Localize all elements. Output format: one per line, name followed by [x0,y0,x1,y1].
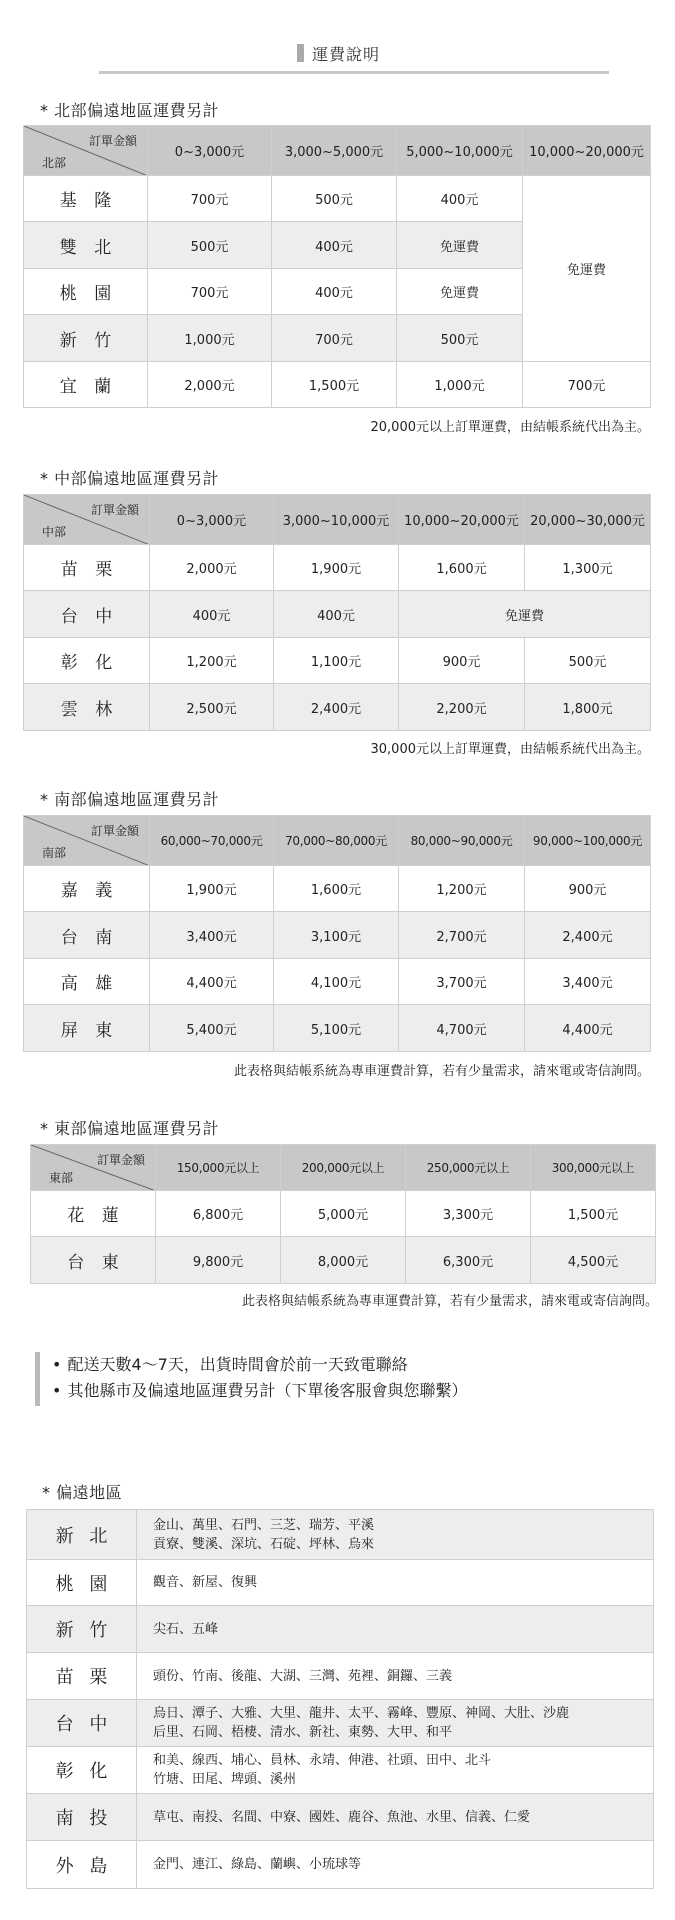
east-col-header: 150,000元以上 [156,1145,281,1191]
remote-areas [137,1794,654,1841]
east-col-header: 300,000元以上 [531,1145,656,1191]
bullet-icon: • [52,1355,62,1374]
remote-county: 桃 園 [27,1560,137,1606]
fee-cell: 500元 [525,638,651,684]
remote-areas-line: 烏日、潭子、大雅、大里、龍井、太平、霧峰、豐原、神岡、大肚、沙鹿 [153,1706,570,1721]
fee-cell: 700元 [523,362,651,408]
remote-areas-line: 尖石、五峰 [153,1621,219,1637]
fee-cell: 400元 [397,176,523,222]
south-col-header: 80,000~90,000元 [399,816,525,866]
fee-cell: 4,500元 [531,1237,656,1284]
fee-cell: 3,700元 [399,959,525,1005]
remote-areas-line: 貢寮、雙溪、深坑、石碇、坪林、烏來 [153,1536,375,1552]
remote-areas-line: 草屯、南投、名間、中寮、國姓、鹿谷、魚池、水里、信義、仁愛 [153,1809,531,1825]
central-city: 苗 栗 [24,545,150,591]
remote-areas-line: 竹塘、田尾、埤頭、溪州 [153,1772,297,1787]
fee-cell: 700元 [148,269,272,315]
remote-areas-line: 和美、線西、埔心、員林、永靖、伸港、社頭、田中、北斗 [153,1753,492,1768]
fee-cell: 5,400元 [150,1005,274,1052]
central-col-header: 0~3,000元 [150,495,274,545]
east-note: 此表格與結帳系統為專車運費計算，若有少量需求，請來電或寄信詢問。 [241,1294,658,1309]
remote-areas [137,1747,654,1794]
remote-county: 外 島 [27,1841,137,1889]
central-city: 雲 林 [24,684,150,731]
north-section-title: * 北部偏遠地區運費另計 [40,101,220,120]
remote-areas-line: 觀音、新屋、復興 [153,1575,258,1590]
south-fee-table [23,815,651,1052]
central-col-header: 20,000~30,000元 [525,495,651,545]
central-section-title: * 中部偏遠地區運費另計 [40,469,220,488]
corner-region: 北部 [42,156,67,170]
corner-region: 東部 [49,1171,74,1185]
remote-areas [137,1653,654,1700]
central-fee-table [23,494,651,731]
central-note: 30,000元以上訂單運費，由結帳系統代出為主。 [370,742,650,757]
south-city: 台 南 [24,912,150,959]
note-item [52,1378,535,1404]
fee-cell: 400元 [150,591,274,638]
central-col-header: 10,000~20,000元 [399,495,525,545]
fee-cell: 400元 [272,222,397,269]
north-city: 新 竹 [24,315,148,362]
remote-areas [137,1700,654,1747]
remote-areas [137,1841,654,1889]
corner-order-amount: 訂單金額 [90,824,139,838]
fee-cell: 700元 [148,176,272,222]
fee-cell: 1,300元 [525,545,651,591]
page-title: 運費說明 [312,44,381,64]
fee-cell: 6,800元 [156,1191,281,1237]
fee-cell: 1,200元 [150,638,274,684]
remote-areas-line: 金山、萬里、石門、三芝、瑞芳、平溪 [153,1517,375,1533]
corner-order-amount: 訂單金額 [96,1153,145,1167]
north-city: 桃 園 [24,269,148,315]
east-fee-table [30,1144,656,1284]
fee-cell: 9,800元 [156,1237,281,1284]
fee-cell: 1,000元 [148,315,272,362]
remote-county: 南 投 [27,1794,137,1841]
note-item [52,1352,535,1378]
fee-cell: 8,000元 [281,1237,406,1284]
north-col-header: 10,000~20,000元 [523,126,651,176]
fee-cell: 2,500元 [150,684,274,731]
fee-cell: 1,500元 [272,362,397,408]
south-corner-header [24,816,150,866]
fee-cell: 1,200元 [399,866,525,912]
fee-cell: 5,100元 [274,1005,399,1052]
fee-cell: 500元 [272,176,397,222]
fee-cell: 免運費 [397,269,523,315]
east-city: 花 蓮 [31,1191,156,1237]
north-corner-header [24,126,148,176]
fee-cell: 免運費 [397,222,523,269]
remote-county: 新 北 [27,1510,137,1560]
east-section-title: * 東部偏遠地區運費另計 [40,1119,220,1138]
fee-cell: 500元 [148,222,272,269]
south-section-title: * 南部偏遠地區運費另計 [40,790,220,809]
south-col-header: 60,000~70,000元 [150,816,274,866]
bullet-icon: • [52,1381,62,1400]
south-city: 屏 東 [24,1005,150,1052]
remote-section-title: * 偏遠地區 [42,1483,123,1502]
south-city: 嘉 義 [24,866,150,912]
fee-cell: 3,100元 [274,912,399,959]
remote-county: 新 竹 [27,1606,137,1653]
fee-cell: 1,500元 [531,1191,656,1237]
central-free-shipping-merged: 免運費 [399,591,651,638]
remote-county: 台 中 [27,1700,137,1747]
north-city: 基 隆 [24,176,148,222]
remote-county: 彰 化 [27,1747,137,1794]
fee-cell: 4,700元 [399,1005,525,1052]
south-city: 高 雄 [24,959,150,1005]
north-free-shipping-merged: 免運費 [523,176,651,362]
remote-county: 苗 栗 [27,1653,137,1700]
remote-areas-line: 后里、石岡、梧棲、清水、新社、東勢、大甲、和平 [153,1725,453,1740]
north-city: 雙 北 [24,222,148,269]
note-text: 配送天數4～7天，出貨時間會於前一天致電聯絡 [67,1355,408,1374]
fee-cell: 3,300元 [406,1191,531,1237]
fee-cell: 1,000元 [397,362,523,408]
fee-cell: 1,900元 [274,545,399,591]
header-divider [99,71,609,74]
north-col-header: 0~3,000元 [148,126,272,176]
fee-cell: 900元 [399,638,525,684]
page-header [0,0,675,76]
fee-cell: 2,000元 [150,545,274,591]
fee-cell: 2,400元 [525,912,651,959]
north-col-header: 3,000~5,000元 [272,126,397,176]
corner-order-amount: 訂單金額 [90,503,139,517]
corner-region: 南部 [42,846,67,860]
fee-cell: 4,400元 [150,959,274,1005]
fee-cell: 400元 [274,591,399,638]
east-col-header: 250,000元以上 [406,1145,531,1191]
corner-order-amount: 訂單金額 [88,134,137,148]
north-fee-table [23,125,651,408]
shipping-notes [35,1352,535,1406]
fee-cell: 1,800元 [525,684,651,731]
fee-cell: 1,600元 [399,545,525,591]
fee-cell: 4,400元 [525,1005,651,1052]
fee-cell: 4,100元 [274,959,399,1005]
south-col-header: 90,000~100,000元 [525,816,651,866]
fee-cell: 2,200元 [399,684,525,731]
east-corner-header [31,1145,156,1191]
fee-cell: 700元 [272,315,397,362]
fee-cell: 1,900元 [150,866,274,912]
fee-cell: 5,000元 [281,1191,406,1237]
east-col-header: 200,000元以上 [281,1145,406,1191]
central-col-header: 3,000~10,000元 [274,495,399,545]
east-city: 台 東 [31,1237,156,1284]
fee-cell: 6,300元 [406,1237,531,1284]
fee-cell: 900元 [525,866,651,912]
note-text: 其他縣市及偏遠地區運費另計（下單後客服會與您聯繫） [67,1381,468,1400]
central-city: 彰 化 [24,638,150,684]
page-title-wrap [297,44,380,62]
south-col-header: 70,000~80,000元 [274,816,399,866]
fee-cell: 3,400元 [525,959,651,1005]
fee-cell: 2,400元 [274,684,399,731]
corner-region: 中部 [42,525,67,539]
fee-cell: 3,400元 [150,912,274,959]
central-city: 台 中 [24,591,150,638]
north-note: 20,000元以上訂單運費，由結帳系統代出為主。 [370,420,650,435]
fee-cell: 1,100元 [274,638,399,684]
fee-cell: 1,600元 [274,866,399,912]
title-accent-bar [297,44,304,62]
remote-areas-table [26,1509,654,1889]
remote-areas-line: 頭份、竹南、後龍、大湖、三灣、苑裡、銅鑼、三義 [153,1668,453,1684]
fee-cell: 2,700元 [399,912,525,959]
south-note: 此表格與結帳系統為專車運費計算，若有少量需求，請來電或寄信詢問。 [233,1064,650,1079]
remote-areas [137,1560,654,1606]
north-city: 宜 蘭 [24,362,148,408]
central-corner-header [24,495,150,545]
fee-cell: 2,000元 [148,362,272,408]
north-col-header: 5,000~10,000元 [397,126,523,176]
fee-cell: 500元 [397,315,523,362]
fee-cell: 400元 [272,269,397,315]
remote-areas [137,1510,654,1560]
remote-areas [137,1606,654,1653]
remote-areas-line: 金門、連江、綠島、蘭嶼、小琉球等 [153,1857,362,1872]
